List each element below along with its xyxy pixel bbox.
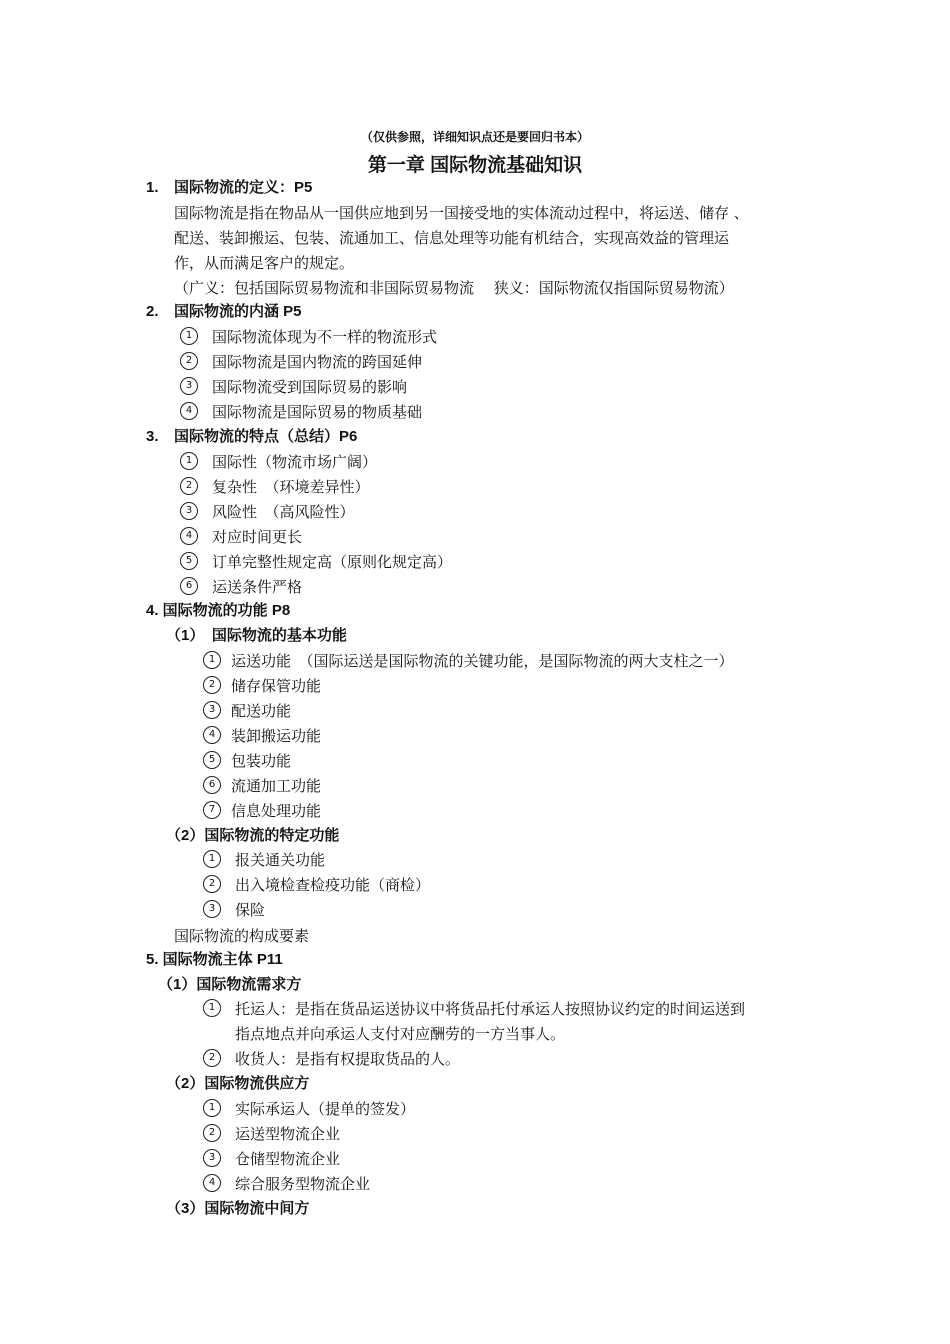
reference-note: （仅供参照，详细知识点还是要回归书本） [360, 130, 589, 144]
list-item-text: 国际物流是国内物流的跨国延伸 [212, 353, 423, 371]
list-item [203, 850, 325, 870]
list-item-text: 仓储型物流企业 [235, 1150, 341, 1168]
circled-number-marker: 1 [180, 452, 198, 470]
circled-number-marker: 5 [180, 552, 198, 570]
circled-number-marker: 1 [203, 999, 221, 1017]
list-item-text: 托运人：是指在货品运送协议中将货品托付承运人按照协议约定的时间运送到 [235, 1000, 746, 1018]
circled-number-marker: 4 [180, 402, 198, 420]
list-item-text: 配送功能 [231, 702, 292, 720]
circled-number-marker: 2 [203, 1049, 221, 1067]
circled-number-marker: 6 [180, 577, 198, 595]
section-1-para-line: 配送、装卸搬运、包装、流通加工、信息处理等功能有机结合，实现高效益的管理运 [174, 229, 730, 247]
circled-number-marker: 2 [203, 676, 221, 694]
circled-number-marker: 5 [203, 751, 221, 769]
circled-number-marker: 3 [203, 900, 221, 918]
list-item [180, 502, 355, 522]
list-item-text: 运送条件严格 [212, 578, 303, 596]
list-item-text: 运送功能 （国际运送是国际物流的关键功能，是国际物流的两大支柱之一） [231, 652, 734, 670]
circled-number-marker: 7 [203, 801, 221, 819]
section-4-sub-basic: （1） 国际物流的基本功能 [166, 627, 347, 644]
circled-number-marker: 1 [203, 1099, 221, 1117]
section-1-para-line: 作，从而满足客户的规定。 [174, 254, 355, 272]
list-item [203, 999, 745, 1019]
section-5-heading: 5. 国际物流主体 P11 [146, 951, 283, 968]
circled-number-marker: 2 [203, 1124, 221, 1142]
list-item [203, 1099, 415, 1119]
list-item [203, 1174, 370, 1194]
circled-number-marker: 2 [180, 352, 198, 370]
list-item-text: 包装功能 [231, 752, 292, 770]
list-item [203, 726, 321, 746]
list-item-text: 运送型物流企业 [235, 1125, 341, 1143]
list-item [180, 477, 370, 497]
list-item [180, 377, 407, 397]
list-item-text: 国际物流体现为不一样的物流形式 [212, 328, 438, 346]
list-item [203, 701, 291, 721]
list-item-text: 国际物流是国际贸易的物质基础 [212, 403, 423, 421]
chapter-title: 第一章 国际物流基础知识 [367, 155, 583, 176]
section-1-heading: 国际物流的定义：P5 [174, 179, 313, 196]
circled-number-marker: 3 [203, 701, 221, 719]
list-item [203, 651, 734, 671]
section-5-sub-intermediary: （3）国际物流中间方 [166, 1200, 310, 1217]
section-1-number: 1. [146, 179, 159, 196]
section-3-number: 3. [146, 428, 159, 445]
list-item [180, 452, 377, 472]
list-item [203, 875, 430, 895]
list-item [203, 1124, 340, 1144]
list-item-text: 储存保管功能 [231, 677, 322, 695]
list-item-text: 国际物流受到国际贸易的影响 [212, 378, 408, 396]
list-item-continuation: 指点地点并向承运人支付对应酬劳的一方当事人。 [235, 1025, 566, 1043]
list-item-text: 装卸搬运功能 [231, 727, 322, 745]
list-item [203, 900, 265, 920]
section-5-sub-demand: （1）国际物流需求方 [158, 976, 302, 993]
section-3-heading: 国际物流的特点（总结）P6 [174, 428, 358, 445]
section-1-para-line: 国际物流是指在物品从一国供应地到另一国接受地的实体流动过程中，将运送、储存 、 [174, 204, 749, 222]
list-item [203, 676, 321, 696]
circled-number-marker: 6 [203, 776, 221, 794]
circled-number-marker: 1 [203, 850, 221, 868]
section-2-heading: 国际物流的内涵 P5 [174, 303, 302, 320]
list-item-text: 风险性 （高风险性） [212, 503, 355, 521]
list-item [180, 402, 422, 422]
circled-number-marker: 3 [180, 502, 198, 520]
circled-number-marker: 4 [203, 726, 221, 744]
list-item [203, 801, 321, 821]
circled-number-marker: 3 [203, 1149, 221, 1167]
list-item [180, 352, 422, 372]
circled-number-marker: 4 [203, 1174, 221, 1192]
list-item-text: 保险 [235, 901, 266, 919]
circled-number-marker: 1 [203, 651, 221, 669]
list-item [180, 577, 302, 597]
list-item [180, 327, 437, 347]
list-item-text: 流通加工功能 [231, 777, 322, 795]
list-item-text: 综合服务型物流企业 [235, 1175, 371, 1193]
circled-number-marker: 2 [180, 477, 198, 495]
list-item [180, 552, 452, 572]
circled-number-marker: 4 [180, 527, 198, 545]
list-item-text: 订单完整性规定高（原则化规定高） [212, 553, 453, 571]
circled-number-marker: 1 [180, 327, 198, 345]
circled-number-marker: 2 [203, 875, 221, 893]
circled-number-marker: 3 [180, 377, 198, 395]
list-item-text: 复杂性 （环境差异性） [212, 478, 370, 496]
list-item-text: 收货人：是指有权提取货品的人。 [235, 1050, 461, 1068]
list-item [203, 751, 291, 771]
list-item [203, 776, 321, 796]
section-5-sub-supply: （2）国际物流供应方 [166, 1075, 310, 1092]
constituent-elements-text: 国际物流的构成要素 [174, 927, 310, 945]
section-4-sub-specific: （2）国际物流的特定功能 [166, 827, 340, 844]
list-item-text: 国际性（物流市场广阔） [212, 453, 378, 471]
list-item-text: 对应时间更长 [212, 528, 303, 546]
list-item [203, 1149, 340, 1169]
list-item-text: 出入境检查检疫功能（商检） [235, 876, 431, 894]
section-1-broad-narrow: （广义：包括国际贸易物流和非国际贸易物流 狭义：国际物流仅指国际贸易物流） [174, 279, 734, 297]
list-item-text: 实际承运人（提单的签发） [235, 1100, 416, 1118]
list-item-text: 报关通关功能 [235, 851, 326, 869]
list-item-text: 信息处理功能 [231, 802, 322, 820]
section-2-number: 2. [146, 303, 159, 320]
section-4-heading: 4. 国际物流的功能 P8 [146, 602, 291, 619]
list-item [180, 527, 302, 547]
list-item [203, 1049, 460, 1069]
